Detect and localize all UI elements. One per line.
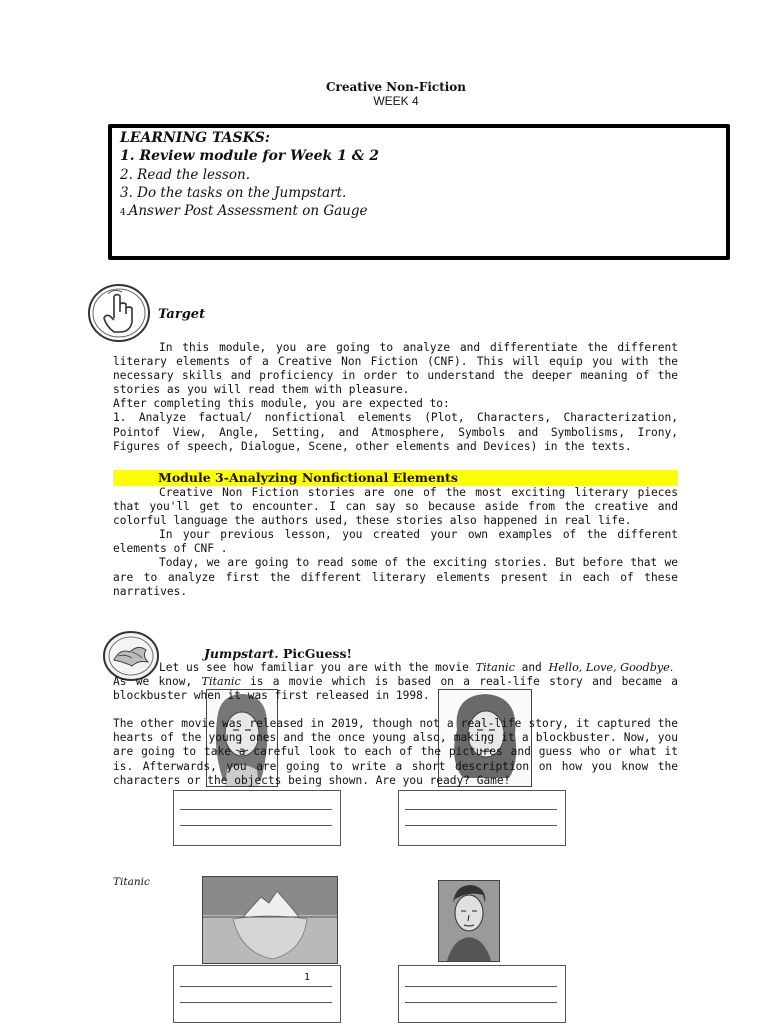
titanic-label: Titanic	[113, 876, 150, 888]
jumpstart-p1-title-2: Hello, Love, Goodbye.	[548, 661, 674, 674]
task-item-4-text: Answer Post Assessment on Gauge	[128, 203, 368, 219]
task-item-4	[120, 203, 368, 219]
target-paragraph-3: 1. Analyze factual/ nonfictional elements (Plot, Characters, Characterization, Pointof View, Angle, Setting, and Atmosphere, Symbols and Symbolisms, Irony, Figures of speech, Dialogue, Scene, other elements and Devices) in the texts.	[113, 411, 678, 453]
young-man-portrait-image	[438, 880, 500, 962]
jumpstart-p1-title-1: Titanic	[475, 661, 515, 674]
task-item-3: 3. Do the tasks on the Jumpstart.	[120, 185, 347, 201]
jumpstart-p1-c: and	[514, 661, 549, 674]
target-text	[113, 341, 678, 454]
module-paragraph-2: In your previous lesson, you created your own examples of the different elements of CNF .	[113, 528, 678, 556]
answer-line	[180, 825, 332, 826]
answer-box-4[interactable]	[398, 965, 566, 1023]
jumpstart-paragraph-1	[113, 661, 678, 675]
answer-line	[405, 986, 557, 987]
answer-line	[180, 986, 332, 987]
learning-tasks-heading: LEARNING TASKS:	[120, 130, 271, 146]
task-item-4-number: 4.	[120, 208, 129, 218]
answer-line	[405, 825, 557, 826]
task-item-2: 2. Read the lesson.	[120, 167, 250, 183]
jumpstart-p1-g: is a movie which is based on a real-life story and became a blockbuster when it was first released in 1998.	[113, 675, 678, 703]
hand-pointer-icon	[86, 282, 152, 344]
jumpstart-paragraph-1b	[113, 675, 678, 703]
jumpstart-text	[113, 661, 678, 788]
target-paragraph-2: After completing this module, you are expected to:	[113, 397, 450, 411]
module-heading: Module 3-Analyzing Nonfictional Elements	[158, 470, 458, 485]
answer-line	[180, 809, 332, 810]
module-text	[113, 486, 678, 599]
answer-line	[405, 809, 557, 810]
jumpstart-heading	[204, 646, 352, 661]
module-paragraph-3: Today, we are going to read some of the exciting stories. But before that we are to analyze first the different literary elements present in each of these narratives.	[113, 556, 678, 598]
blank-line	[113, 703, 678, 717]
answer-box-1[interactable]	[173, 790, 341, 846]
jumpstart-heading-rest: PicGuess!	[278, 646, 352, 661]
answer-line	[180, 1002, 332, 1003]
module-paragraph-1: Creative Non Fiction stories are one of the most exciting literary pieces that you'll get to encounter. I can say so because aside from the creative and colorful language the authors used, these stories also happened in real life.	[113, 486, 678, 528]
answer-line	[405, 1002, 557, 1003]
jumpstart-p1-e: As we know,	[113, 675, 202, 689]
week-label: WEEK 4	[373, 94, 419, 108]
jumpstart-paragraph-2: The other movie was released in 2019, though not a real-life story, it captured the hearts of the young ones and the once young also, making it a blockbuster. Now, you are going to take a careful look to each of the pictures and guess who or what it is. Afterwards, you are going to write a short description on how you know the characters or the objects being shown. Are you ready? Game!	[113, 717, 678, 787]
iceberg-image	[202, 876, 338, 964]
target-heading: Target	[158, 307, 206, 322]
jumpstart-p1-a: Let us see how familiar you are with the movie	[159, 661, 476, 674]
task-item-1: 1. Review module for Week 1 & 2	[120, 148, 379, 164]
jumpstart-p1-title-3: Titanic	[201, 675, 241, 689]
document-title: Creative Non-Fiction	[325, 80, 467, 94]
jumpstart-heading-italic: Jumpstart.	[204, 646, 279, 661]
learning-tasks-box	[108, 124, 730, 260]
answer-box-3[interactable]	[173, 965, 341, 1023]
page-number: 1	[304, 972, 311, 983]
answer-box-2[interactable]	[398, 790, 566, 846]
target-paragraph-1: In this module, you are going to analyze and differentiate the different literary elements of a Creative Non Fiction (CNF). This will equip you with the necessary skills and proficiency in order to understand the deeper meaning of the stories as you will read them with pleasure.	[113, 341, 678, 397]
